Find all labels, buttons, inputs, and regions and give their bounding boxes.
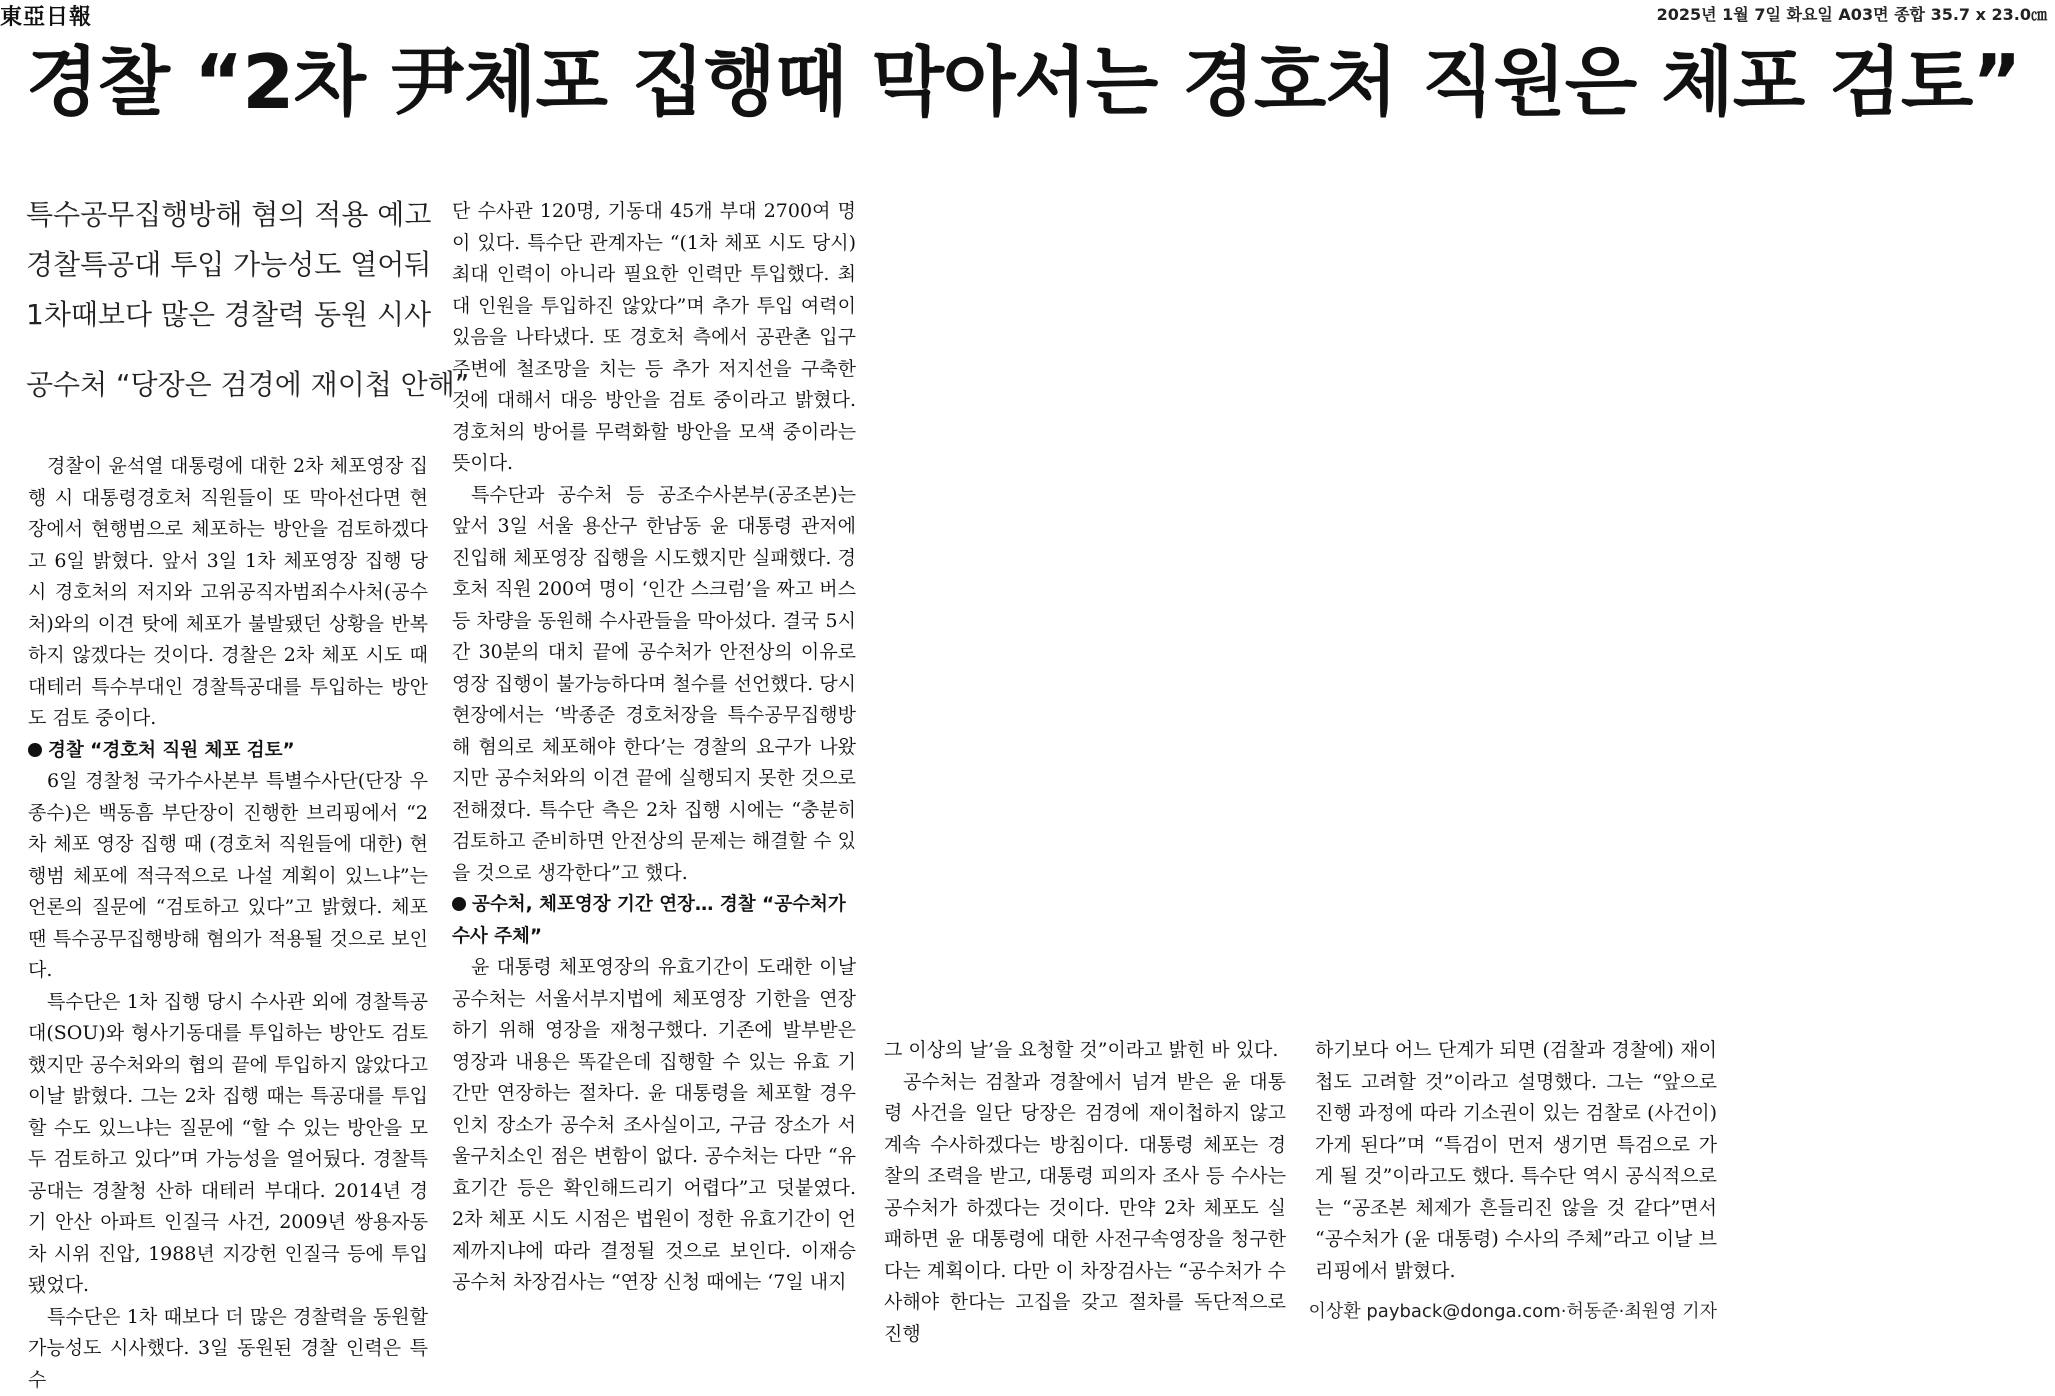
paragraph: 단 수사관 120명, 기동대 45개 부대 2700여 명이 있다. 특수단 관계자는 “(1차 체포 시도 당시) 최대 인력이 아니라 필요한 인력만 투입했다. 최대 인원을 투입하진 않았다”며 추가 투입 여력이 있음을 나타냈다. 또 경호처 측에서 공관촌 입구 주변에 철조망을 치는 등 추가 저지선을 구축한 것에 대해서 대응 방안을 검토 중이라고 밝혔다. 경호처의 방어를 무력화할 방안을 모색 중이라는 뜻이다. [452, 196, 856, 480]
article-column-1 [28, 451, 428, 1396]
article-column-2 [452, 196, 856, 1299]
section-heading [452, 889, 856, 952]
newspaper-masthead: 東亞日報 [0, 0, 92, 31]
paragraph: 윤 대통령 체포영장의 유효기간이 도래한 이날 공수처는 서울서부지법에 체포영장 기한을 연장하기 위해 영장을 재청구했다. 기존에 발부받은 영장과 내용은 똑같은데 집행할 수 있는 유효 기간만 연장하는 절차다. 윤 대통령을 체포할 경우 인치 장소가 공수처 조사실이고, 구금 장소가 서울구치소인 점은 변함이 없다. 공수처는 다만 “유효기간 등은 확인해드리기 어렵다”고 덧붙였다. 2차 체포 시도 시점은 법원이 정한 유효기간이 언제까지냐에 따라 결정될 것으로 보인다. 이재승 공수처 차장검사는 “연장 신청 때에는 ‘7일 내지 [452, 952, 856, 1299]
subheadline: 특수공무집행방해 혐의 적용 예고 [26, 190, 436, 240]
article-column-4 [1315, 1035, 1717, 1287]
subheadlines [26, 190, 436, 410]
headline: 경찰 “2차 尹체포 집행때 막아서는 경호처 직원은 체포 검토” [26, 32, 2046, 132]
bullet-icon [28, 743, 42, 757]
publication-meta: 2025년 1월 7일 화요일 A03면 종합 35.7 x 23.0㎝ [1657, 2, 2047, 25]
bullet-icon [452, 897, 466, 911]
paragraph: 경찰이 윤석열 대통령에 대한 2차 체포영장 집행 시 대통령경호처 직원들이 또 막아선다면 현장에서 현행범으로 체포하는 방안을 검토하겠다고 6일 밝혔다. 앞서 3일 1차 체포영장 집행 당시 경호처의 저지와 고위공직자범죄수사처(공수처)와의 이견 탓에 체포가 불발됐던 상황을 반복하지 않겠다는 것이다. 경찰은 2차 체포 시도 때 대테러 특수부대인 경찰특공대를 투입하는 방안도 검토 중이다. [28, 451, 428, 735]
paragraph: 특수단과 공수처 등 공조수사본부(공조본)는 앞서 3일 서울 용산구 한남동 윤 대통령 관저에 진입해 체포영장 집행을 시도했지만 실패했다. 경호처 직원 200여 명이 ‘인간 스크럼’을 짜고 버스 등 차량을 동원해 수사관들을 막아섰다. 결국 5시간 30분의 대치 끝에 공수처가 안전상의 이유로 영장 집행이 불가능하다며 철수를 선언했다. 당시 현장에서는 ‘박종준 경호처장을 특수공무집행방해 혐의로 체포해야 한다’는 경찰의 요구가 나왔지만 공수처와의 이견 끝에 실행되지 못한 것으로 전해졌다. 특수단 측은 2차 집행 시에는 “충분히 검토하고 준비하면 안전상의 문제는 해결할 수 있을 것으로 생각한다”고 했다. [452, 480, 856, 890]
paragraph: 하기보다 어느 단계가 되면 (검찰과 경찰에) 재이첩도 고려할 것”이라고 설명했다. 그는 “앞으로 진행 과정에 따라 기소권이 있는 검찰로 (사건이) 가게 된다”며 “특검이 먼저 생기면 특검으로 가게 될 것”이라고도 했다. 특수단 역시 공식적으로는 “공조본 체제가 흔들리진 않을 것 같다”면서 “공수처가 (윤 대통령) 수사의 주체”라고 이날 브리핑에서 밝혔다. [1315, 1035, 1717, 1287]
subheadline: 경찰특공대 투입 가능성도 열어둬 [26, 240, 436, 290]
paragraph: 특수단은 1차 때보다 더 많은 경찰력을 동원할 가능성도 시사했다. 3일 동원된 경찰 인력은 특수 [28, 1302, 428, 1396]
paragraph: 6일 경찰청 국가수사본부 특별수사단(단장 우종수)은 백동흠 부단장이 진행한 브리핑에서 “2차 체포 영장 집행 때 (경호처 직원들에 대한) 현행범 체포에 적극적으로 나설 계획이 있느냐”는 언론의 질문에 “검토하고 있다”고 밝혔다. 체포 땐 특수공무집행방해 혐의가 적용될 것으로 보인다. [28, 766, 428, 987]
paragraph: 특수단은 1차 집행 당시 수사관 외에 경찰특공대(SOU)와 형사기동대를 투입하는 방안도 검토했지만 공수처와의 협의 끝에 투입하지 않았다고 이날 밝혔다. 그는 2차 집행 때는 특공대를 투입할 수도 있느냐는 질문에 “할 수 있는 방안을 모두 검토하고 있다”며 가능성을 열어뒀다. 경찰특공대는 경찰청 산하 대테러 부대다. 2014년 경기 안산 아파트 인질극 사건, 2009년 쌍용자동차 시위 진압, 1988년 지강헌 인질극 등에 투입됐었다. [28, 987, 428, 1302]
paragraph: 그 이상의 날’을 요청할 것”이라고 밝힌 바 있다. [884, 1035, 1286, 1067]
section-heading-text: 공수처, 체포영장 기간 연장… 경찰 “공수처가 수사 주체” [452, 894, 846, 947]
subheadline: 공수처 “당장은 검경에 재이첩 안해” [26, 360, 436, 410]
paragraph: 공수처는 검찰과 경찰에서 넘겨 받은 윤 대통령 사건을 일단 당장은 검경에 재이첩하지 않고 계속 수사하겠다는 방침이다. 대통령 체포는 경찰의 조력을 받고, 대통령 피의자 조사 등 수사는 공수처가 하겠다는 것이다. 만약 2차 체포도 실패하면 윤 대통령에 대한 사전구속영장을 청구한다는 계획이다. 다만 이 차장검사는 “공수처가 수사해야 한다는 고집을 갖고 절차를 독단적으로 진행 [884, 1067, 1286, 1351]
subheadline: 1차때보다 많은 경찰력 동원 시사 [26, 290, 436, 340]
section-heading [28, 735, 428, 767]
section-heading-text: 경찰 “경호처 직원 체포 검토” [48, 740, 295, 761]
byline: 이상환 payback@donga.com·허동준·최원영 기자 [1308, 1297, 1717, 1327]
article-column-3 [884, 1035, 1286, 1350]
